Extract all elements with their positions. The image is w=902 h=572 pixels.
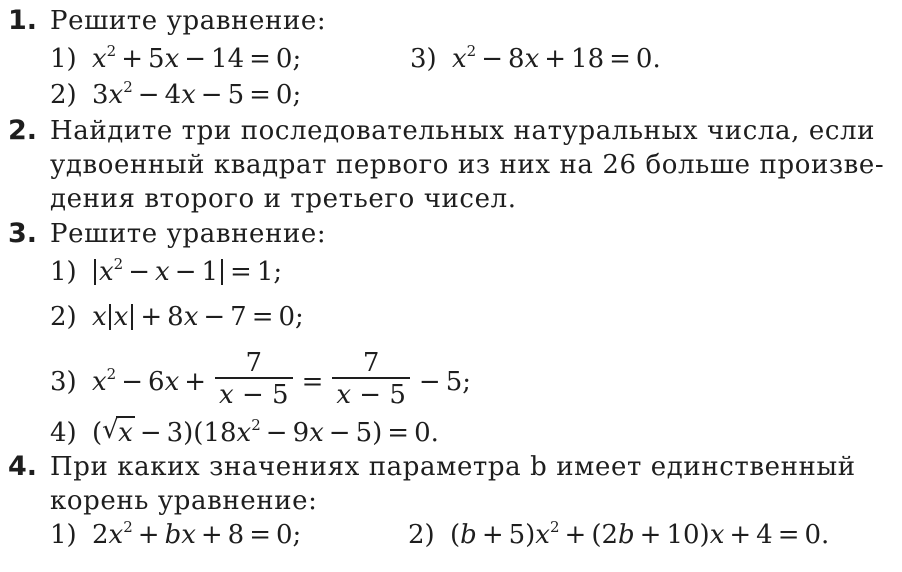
problem-1-item-1: 1) $x^2 + 5x - 14 = 0$; <box>50 42 302 74</box>
item-number: 3) <box>50 367 77 397</box>
problem-3-item-1: 1) $x^2 - x - 1 = 1$; <box>50 255 283 287</box>
item-number: 1) <box>50 520 77 550</box>
problem-4-item-1: 1) $2x^2$ + bx + 8 = 0; <box>50 518 302 550</box>
item-number: 4) <box>50 418 77 448</box>
problem-2-text-line: дения второго и третьего чисел. <box>50 184 517 214</box>
problem-2-text-line: удвоенный квадрат первого из них на 26 больше произве- <box>50 150 885 180</box>
problem-4-item-2: 2) $(b + 5)x^2 + (2b + 10)x + 4 = 0$. <box>408 518 830 550</box>
problem-2-number: 2. <box>8 115 38 146</box>
problem-1-title: Решите уравнение: <box>50 6 327 36</box>
fraction: $\frac{7}{x - 5}$ <box>332 349 410 411</box>
problem-4-number: 4. <box>8 451 38 482</box>
problem-1-number: 1. <box>8 5 38 36</box>
problem-3-number: 3. <box>8 218 38 249</box>
item-number: 1) <box>50 44 77 74</box>
problem-1-item-2: 2) $3x^2 - 4x - 5 = 0$; <box>50 78 302 110</box>
problem-3-title: Решите уравнение: <box>50 219 327 249</box>
item-number: 2) <box>50 302 77 332</box>
problem-2-text-line: Найдите три последовательных натуральных числа, если <box>50 116 876 146</box>
problem-4-text-line: корень уравнение: <box>50 486 318 516</box>
item-number: 2) <box>408 520 435 550</box>
fraction: $\frac{7}{x - 5}$ <box>215 349 293 411</box>
item-number: 3) <box>410 44 437 74</box>
problem-3-item-2: 2) x x + 8x − 7 = 0; <box>50 302 304 332</box>
problem-1-item-3: 3) $x^2 - 8x + 18 = 0$. <box>410 42 661 74</box>
problem-3-item-4: 4) ( √ $x - 3)(18x^2 - 9x - 5) = 0$. <box>50 415 439 448</box>
item-number: 1) <box>50 257 77 287</box>
problem-4-text-line: При каких значениях параметра b имеет единственный <box>50 452 856 482</box>
sqrt-sign: √ x <box>102 415 133 448</box>
item-number: 2) <box>50 80 77 110</box>
problem-3-item-3: 3) $x^2 - 6x$ + $\frac{7}{x - 5}$ = $\frac{7}{x - 5}$ − 5; <box>50 348 471 410</box>
